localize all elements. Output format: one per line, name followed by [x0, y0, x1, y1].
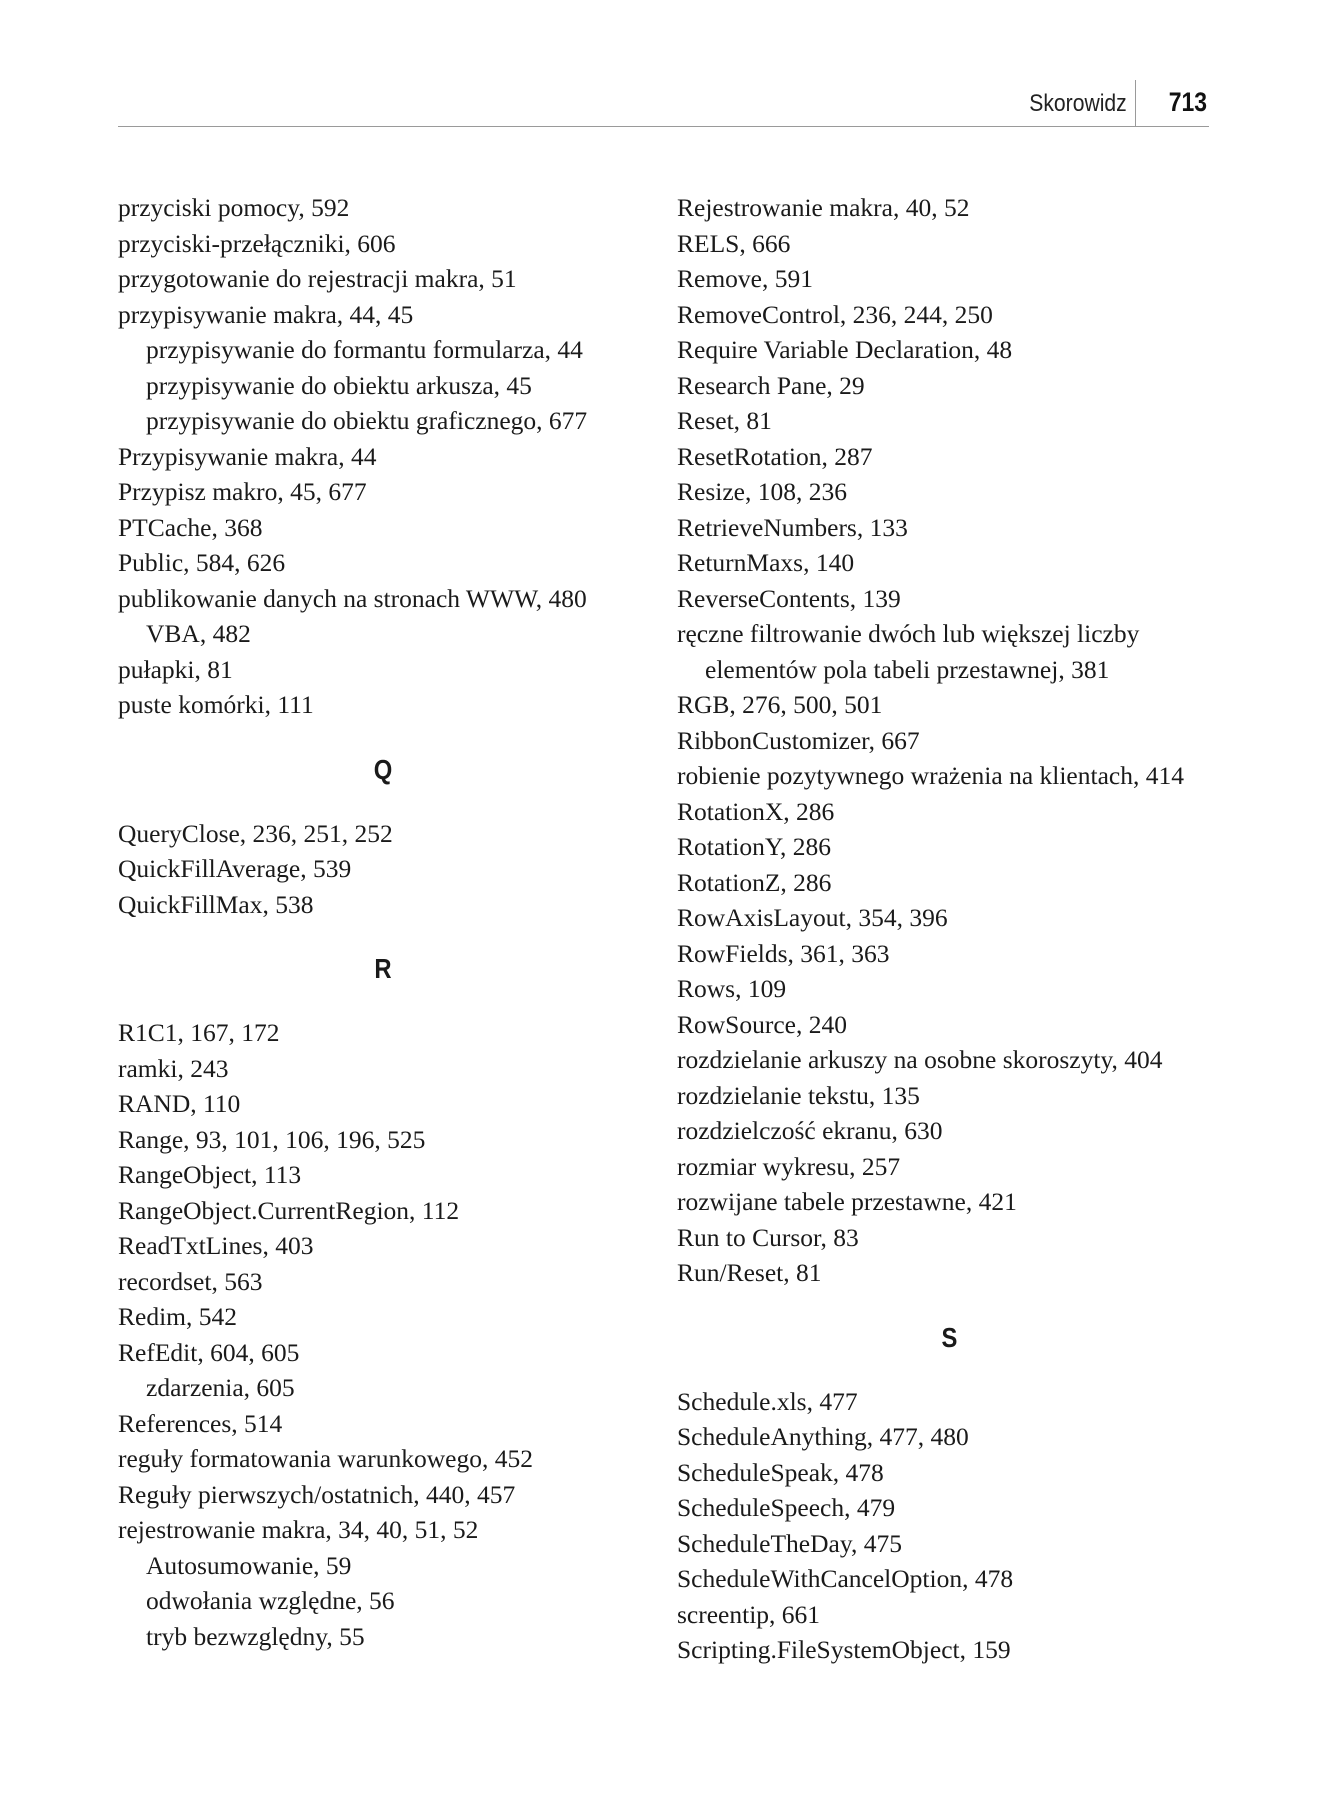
index-entry: pułapki, 81	[118, 654, 233, 684]
index-entry: Range, 93, 101, 106, 196, 525	[118, 1124, 426, 1154]
index-column-left	[118, 190, 648, 1654]
index-entry: przygotowanie do rejestracji makra, 51	[118, 264, 517, 293]
index-entry-continuation: elementów pola tabeli przestawnej, 381	[705, 654, 1110, 684]
page-number: 713	[1168, 87, 1207, 117]
index-subentry: tryb bezwzględny, 55	[146, 1621, 365, 1651]
index-entry: RowAxisLayout, 354, 396	[677, 903, 948, 932]
index-entry: ramki, 243	[118, 1053, 229, 1083]
index-entry: QuickFillAverage, 539	[118, 854, 352, 883]
index-entry: RotationY, 286	[677, 832, 831, 861]
index-entry: publikowanie danych na stronach WWW, 480	[118, 583, 587, 613]
running-header	[118, 78, 1209, 128]
index-entry: Przypisywanie makra, 44	[118, 441, 377, 471]
index-entry: Przypisz makro, 45, 677	[118, 477, 367, 506]
index-subentry: Autosumowanie, 59	[146, 1550, 352, 1580]
index-entry: RowFields, 361, 363	[677, 938, 890, 968]
index-entry: Require Variable Declaration, 48	[677, 335, 1013, 364]
index-entry: RibbonCustomizer, 667	[677, 725, 920, 755]
index-subentry: przypisywanie do formantu formularza, 44	[146, 335, 583, 364]
index-entry: rejestrowanie makra, 34, 40, 51, 52	[118, 1515, 479, 1544]
index-entry: RemoveControl, 236, 244, 250	[677, 299, 993, 329]
index-entry: rozdzielanie tekstu, 135	[677, 1080, 920, 1110]
index-entry: ScheduleAnything, 477, 480	[677, 1422, 969, 1451]
index-entry: puste komórki, 111	[118, 690, 314, 719]
index-entry: QuickFillMax, 538	[118, 889, 314, 919]
index-subentry: przypisywanie do obiektu graficznego, 677	[146, 406, 588, 435]
index-subentry: zdarzenia, 605	[146, 1373, 295, 1402]
index-entry: rozmiar wykresu, 257	[677, 1151, 901, 1181]
index-entry: RotationX, 286	[677, 796, 835, 826]
index-entry: RELS, 666	[677, 228, 791, 258]
section-letter-r: R	[374, 953, 392, 984]
index-entry: ScheduleWithCancelOption, 478	[677, 1564, 1014, 1593]
index-column-right	[677, 190, 1222, 1668]
index-entry: przyciski pomocy, 592	[118, 193, 350, 222]
index-entry: ReadTxtLines, 403	[118, 1231, 314, 1260]
index-entry: QueryClose, 236, 251, 252	[118, 818, 393, 848]
index-entry: ReturnMaxs, 140	[677, 548, 855, 577]
index-entry: ReverseContents, 139	[677, 583, 901, 613]
index-entry: rozdzielczość ekranu, 630	[677, 1116, 943, 1145]
index-entry: ResetRotation, 287	[677, 441, 873, 471]
index-entry: Reguły pierwszych/ostatnich, 440, 457	[118, 1479, 516, 1509]
index-entry: RotationZ, 286	[677, 867, 832, 897]
index-entry: RowSource, 240	[677, 1009, 847, 1039]
index-entry: RAND, 110	[118, 1089, 241, 1118]
index-entry: RefEdit, 604, 605	[118, 1337, 300, 1367]
index-entry: Research Pane, 29	[677, 370, 865, 400]
index-subentry: odwołania względne, 56	[146, 1586, 395, 1615]
index-entry: ScheduleSpeech, 479	[677, 1493, 896, 1522]
index-entry: References, 514	[118, 1408, 283, 1438]
index-entry: Remove, 591	[677, 264, 813, 293]
index-entry: Rows, 109	[677, 974, 787, 1003]
index-entry: przypisywanie makra, 44, 45	[118, 299, 414, 329]
index-entry: Scripting.FileSystemObject, 159	[677, 1635, 1011, 1664]
index-entry: ręczne filtrowanie dwóch lub większej liczby	[677, 619, 1140, 648]
index-entry: Reset, 81	[677, 406, 772, 435]
index-entry: RetrieveNumbers, 133	[677, 512, 908, 542]
index-entry: ScheduleSpeak, 478	[677, 1457, 884, 1487]
index-entry: screentip, 661	[677, 1599, 821, 1629]
running-header-title: Skorowidz	[1029, 90, 1127, 117]
index-entry: ScheduleTheDay, 475	[677, 1528, 902, 1558]
index-entry: RangeObject.CurrentRegion, 112	[118, 1195, 460, 1225]
section-letter-q: Q	[373, 753, 393, 785]
index-entry: Run to Cursor, 83	[677, 1222, 859, 1252]
index-entry: przyciski-przełączniki, 606	[118, 228, 396, 258]
index-entry: R1C1, 167, 172	[118, 1018, 280, 1047]
index-subentry: VBA, 482	[146, 619, 251, 648]
index-entry: rozdzielanie arkuszy na osobne skoroszyty, 404	[677, 1045, 1163, 1074]
index-entry: Public, 584, 626	[118, 548, 286, 577]
index-entry: reguły formatowania warunkowego, 452	[118, 1444, 533, 1473]
index-entry: Resize, 108, 236	[677, 477, 847, 506]
header-rule	[118, 126, 1209, 127]
index-entry: rozwijane tabele przestawne, 421	[677, 1187, 1017, 1216]
header-separator	[1135, 80, 1136, 126]
section-letter-s: S	[941, 1321, 958, 1353]
index-entry: Schedule.xls, 477	[677, 1386, 858, 1416]
index-subentry: przypisywanie do obiektu arkusza, 45	[146, 370, 532, 400]
index-entry: robienie pozytywnego wrażenia na klientach, 414	[677, 761, 1184, 790]
index-entry: RangeObject, 113	[118, 1160, 302, 1189]
index-entry: PTCache, 368	[118, 512, 263, 542]
index-entry: Rejestrowanie makra, 40, 52	[677, 193, 970, 222]
index-entry: RGB, 276, 500, 501	[677, 690, 883, 719]
index-entry: Run/Reset, 81	[677, 1258, 822, 1287]
index-entry: Redim, 542	[118, 1302, 237, 1331]
index-entry: recordset, 563	[118, 1266, 263, 1296]
